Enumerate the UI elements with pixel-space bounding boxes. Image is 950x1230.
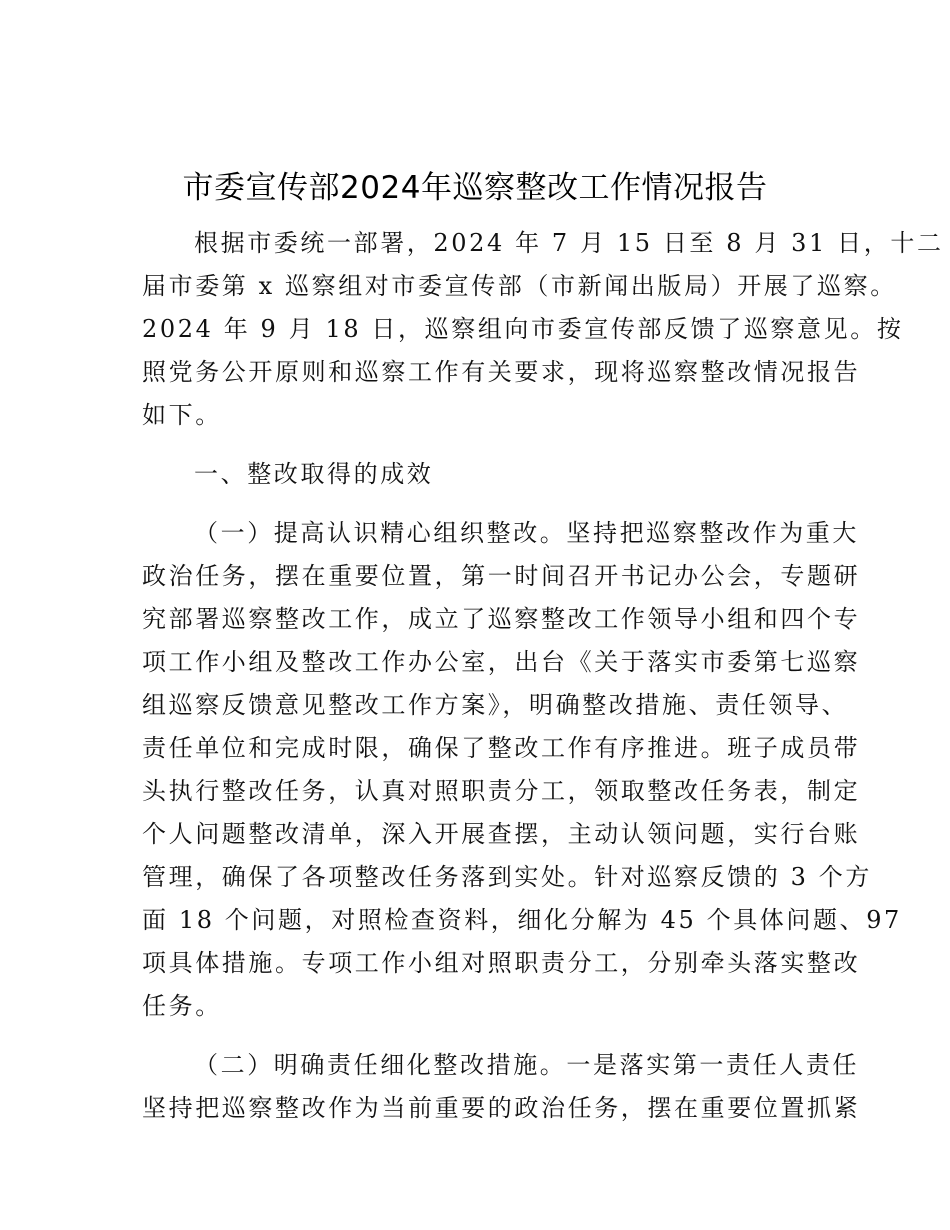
text-line: 根据市委统一部署，2024 年 7 月 15 日至 8 月 31 日，十二 xyxy=(194,229,944,257)
text-line: 头执行整改任务，认真对照职责分工，领取整改任务表，制定 xyxy=(142,777,861,805)
text-line: （二）明确责任细化整改措施。一是落实第一责任人责任 xyxy=(194,1051,859,1079)
text-line: 如下。 xyxy=(142,401,222,429)
subsection-paragraph-1 xyxy=(142,512,902,1028)
text-line: 个人问题整改清单，深入开展查摆，主动认领问题，实行台账 xyxy=(142,820,861,848)
intro-paragraph xyxy=(142,222,944,437)
text-line: 组巡察反馈意见整改工作方案》，明确整改措施、责任领导、 xyxy=(142,691,849,719)
text-line: 坚持把巡察整改作为当前重要的政治任务，摆在重要位置抓紧 xyxy=(142,1094,861,1122)
document-body xyxy=(142,222,944,1130)
document-title: 市委宣传部2024年巡察整改工作情况报告 xyxy=(182,170,768,206)
text-line: 面 18 个问题，对照检查资料，细化分解为 45 个具体问题、97 xyxy=(142,906,902,934)
text-line: （一）提高认识精心组织整改。坚持把巡察整改作为重大 xyxy=(194,519,859,547)
section-heading: 一、整改取得的成效 xyxy=(194,460,434,488)
text-line: 政治任务，摆在重要位置，第一时间召开书记办公会，专题研 xyxy=(142,562,861,590)
text-line: 项工作小组及整改工作办公室，出台《关于落实市委第七巡察 xyxy=(142,648,861,676)
text-line: 管理，确保了各项整改任务落到实处。针对巡察反馈的 3 个方 xyxy=(142,863,872,891)
text-line: 2024 年 9 月 18 日，巡察组向市委宣传部反馈了巡察意见。按 xyxy=(142,315,904,343)
text-line: 届市委第 x 巡察组对市委宣传部（市新闻出版局）开展了巡察。 xyxy=(142,272,897,300)
text-line: 任务。 xyxy=(142,992,222,1020)
subsection-paragraph-2 xyxy=(142,1044,861,1130)
text-line: 究部署巡察整改工作，成立了巡察整改工作领导小组和四个专 xyxy=(142,605,861,633)
text-line: 照党务公开原则和巡察工作有关要求，现将巡察整改情况报告 xyxy=(142,358,861,386)
text-line: 项具体措施。专项工作小组对照职责分工，分别牵头落实整改 xyxy=(142,949,861,977)
text-line: 责任单位和完成时限，确保了整改工作有序推进。班子成员带 xyxy=(142,734,861,762)
